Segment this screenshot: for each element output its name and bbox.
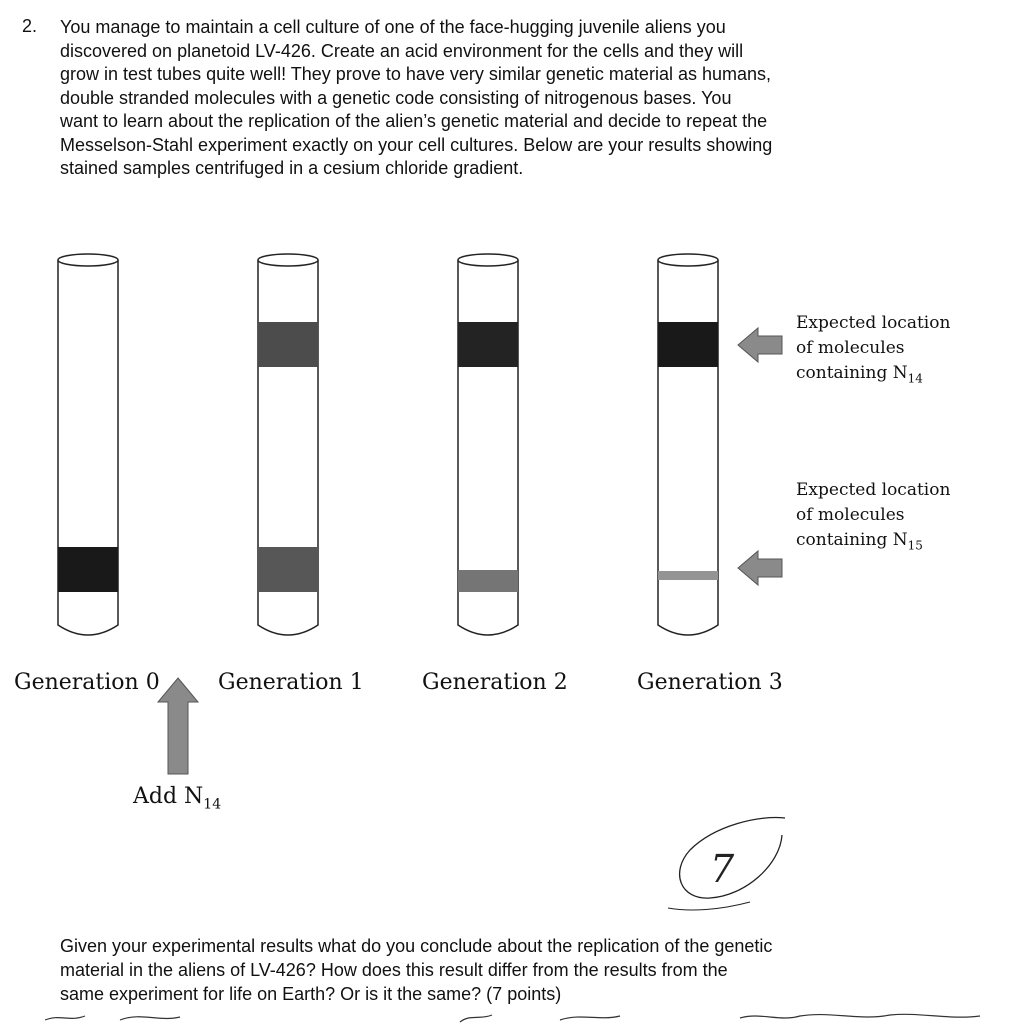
note-line: of molecules — [796, 505, 905, 525]
dna-band-n15 — [658, 571, 718, 580]
question-line: You manage to maintain a cell culture of one of the face-hugging juvenile aliens you — [60, 17, 726, 37]
question-line: stained samples centrifuged in a cesium chloride gradient. — [60, 158, 524, 178]
add-n14-label — [133, 784, 221, 812]
question-number: 2. — [22, 16, 38, 36]
centrifuge-figure — [0, 240, 1011, 660]
test-tube-gen1 — [258, 254, 318, 635]
question-line: discovered on planetoid LV-426. Create an acid environment for the cells and they will — [60, 40, 744, 61]
test-tube-gen0 — [58, 254, 118, 635]
question-line: material in the aliens of LV-426? How does this result differ from the results from the — [60, 960, 728, 980]
subscript: 14 — [203, 796, 222, 813]
follow-up-question — [60, 934, 960, 1006]
note-line: Expected location — [796, 313, 951, 333]
subscript: 15 — [907, 538, 923, 553]
left-arrow-icon — [738, 328, 782, 362]
question-text — [60, 16, 960, 181]
dna-band-n14 — [458, 322, 518, 367]
left-arrow-icon — [738, 551, 782, 585]
note-line: containing N — [796, 363, 908, 383]
test-tube-gen2 — [458, 254, 518, 635]
n14-expected-note — [796, 311, 950, 391]
subscript: 14 — [907, 371, 923, 386]
generation-label-1: Generation 1 — [218, 670, 364, 695]
note-line: Expected location — [796, 480, 951, 500]
note-line: of molecules — [796, 338, 905, 358]
question-line: Given your experimental results what do you conclude about the replication of the genetic — [60, 936, 773, 956]
question-line: want to learn about the replication of the alien’s genetic material and decide to repeat the — [60, 111, 768, 131]
generation-label-3: Generation 3 — [637, 670, 783, 695]
dna-band-n15 — [258, 547, 318, 592]
grade-value: 7 — [710, 847, 735, 891]
up-arrow-icon — [156, 676, 200, 776]
question-line: Messelson-Stahl experiment exactly on your cell cultures. Below are your results showing — [60, 134, 773, 155]
generation-label-0: Generation 0 — [14, 670, 160, 695]
note-line: containing N — [796, 530, 908, 550]
add-label-prefix: Add N — [133, 784, 204, 809]
dna-band-n15 — [458, 570, 518, 592]
question-line: grow in test tubes quite well! They prove to have very similar genetic material as humans, — [60, 64, 771, 84]
test-tube-gen3 — [658, 254, 718, 635]
handwritten-answer-scribble — [40, 1008, 1000, 1024]
dna-band-n14 — [658, 322, 718, 367]
n15-expected-note — [796, 478, 950, 558]
dna-band-n14 — [258, 322, 318, 367]
question-line: double stranded molecules with a genetic code consisting of nitrogenous bases. You — [60, 87, 732, 108]
dna-band-n15 — [58, 547, 118, 592]
handwritten-grade-mark — [660, 810, 800, 920]
generation-label-2: Generation 2 — [422, 670, 568, 695]
question-line: same experiment for life on Earth? Or is it the same? (7 points) — [60, 984, 562, 1004]
